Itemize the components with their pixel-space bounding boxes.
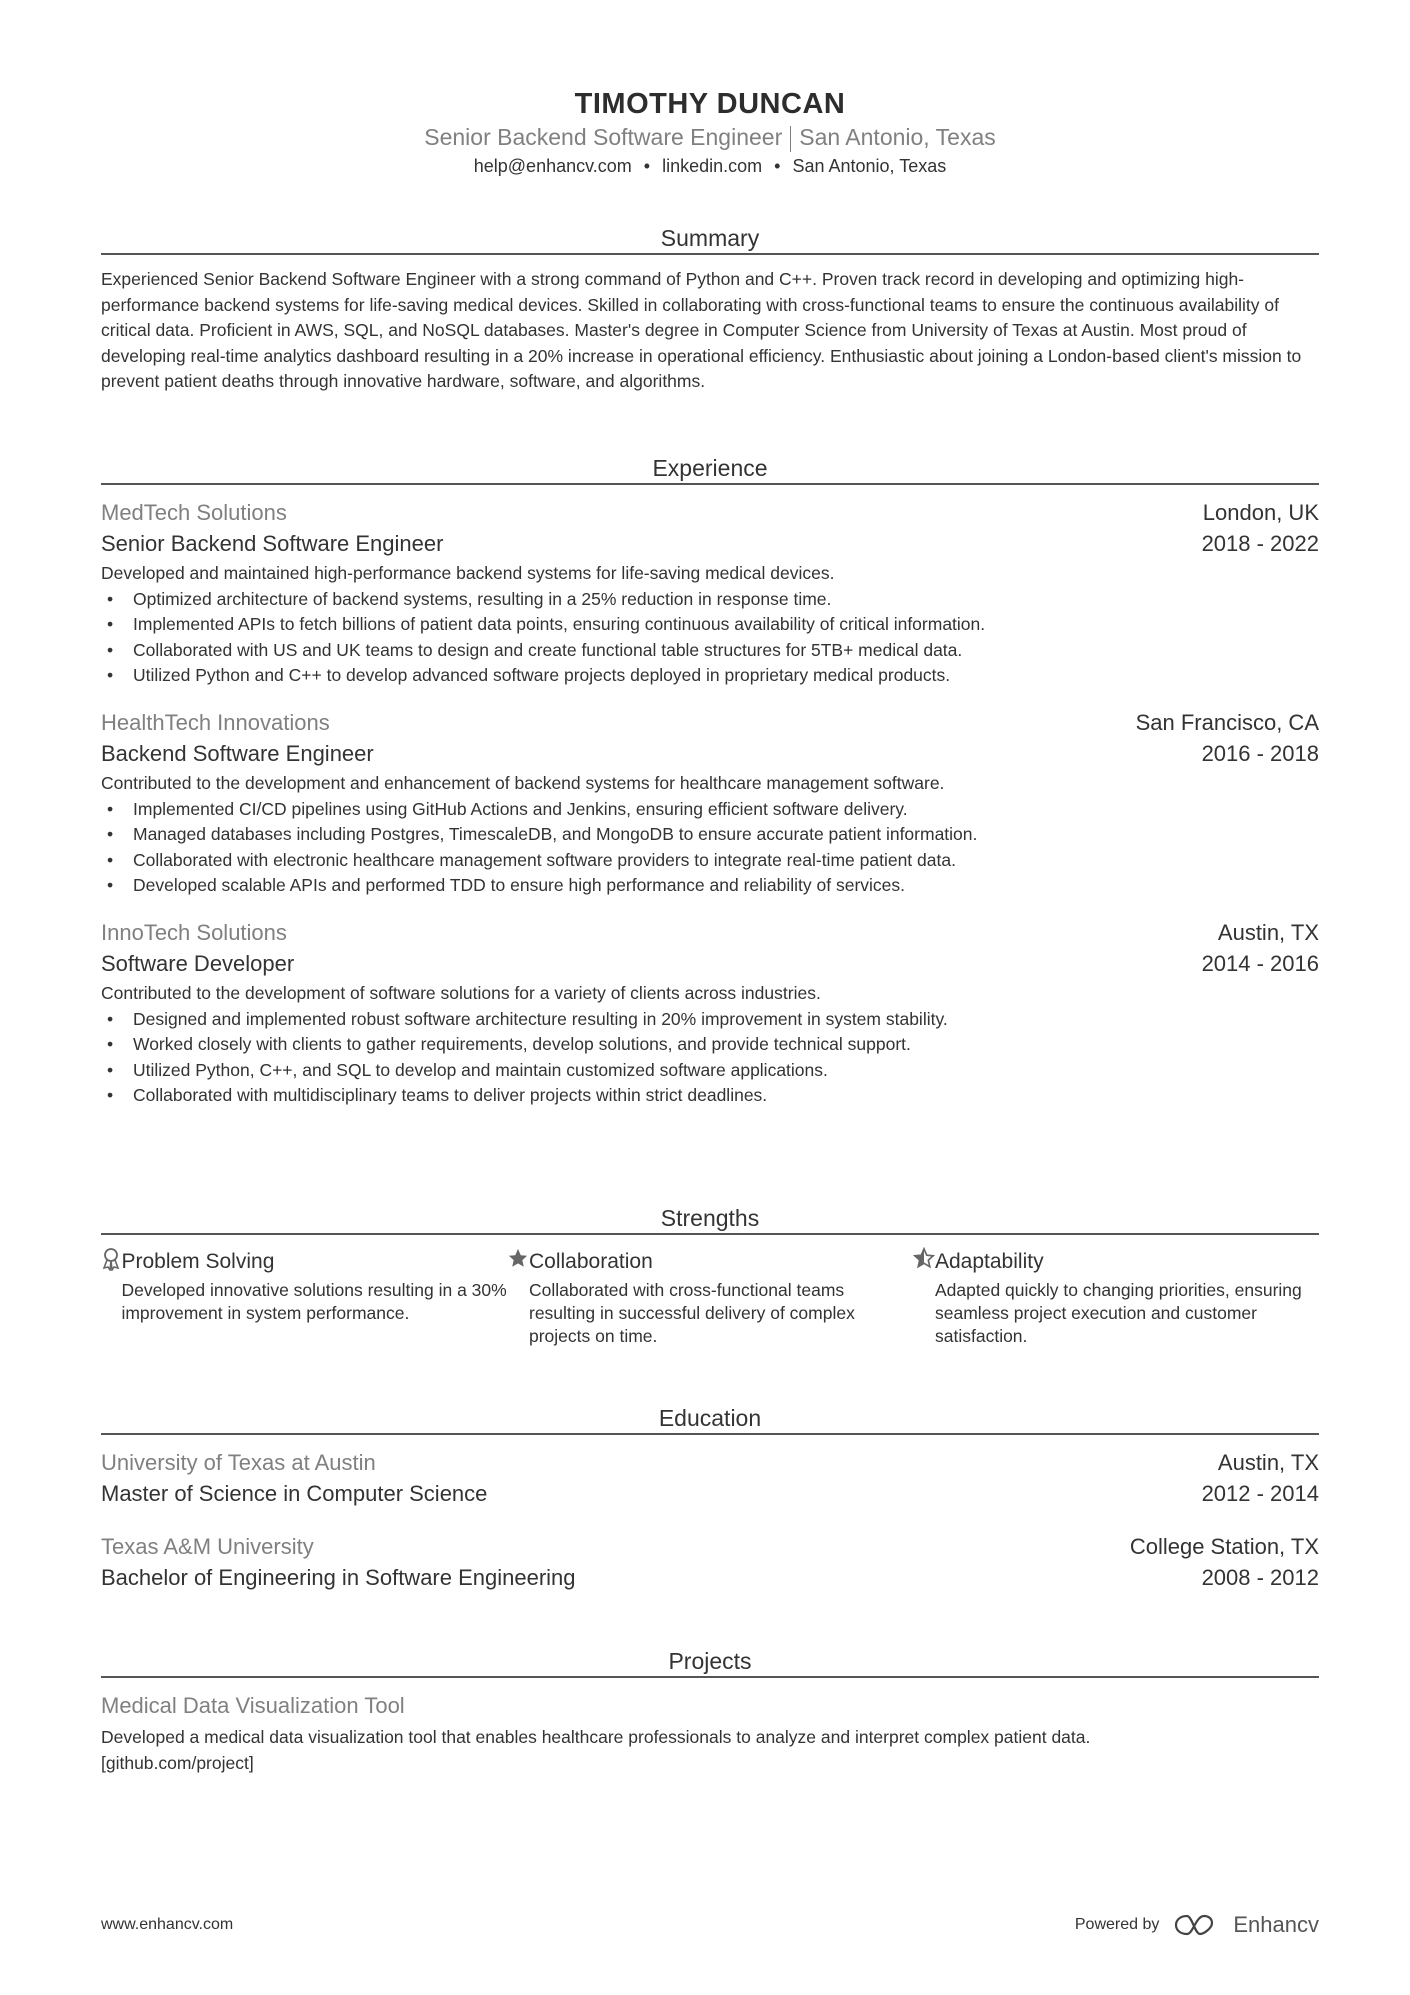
job-subheader: [101, 948, 1319, 979]
job-role: Backend Software Engineer: [101, 740, 374, 766]
job-header: [101, 497, 1319, 528]
job-header: [101, 707, 1319, 738]
education-header: [101, 1447, 1319, 1478]
degree: Master of Science in Computer Science: [101, 1481, 488, 1506]
school-location: Austin, TX: [1217, 1450, 1319, 1475]
award-icon: [101, 1247, 121, 1348]
divider: [790, 126, 791, 152]
education-entry: [101, 1531, 1319, 1593]
summary-section: [101, 222, 1319, 395]
bullet-item: • Worked closely with clients to gather requirements, develop solutions, and provide technical support.: [101, 1032, 1319, 1058]
bullet-item: • Collaborated with US and UK teams to design and create functional table structures for 5TB+ medical data.: [101, 638, 1319, 664]
project-description: Developed a medical data visualization tool that enables healthcare professionals to analyze and interpret complex patient data.: [101, 1727, 1091, 1747]
education-dates: 2008 - 2012: [1201, 1565, 1319, 1590]
half-star-icon: [913, 1247, 935, 1348]
school-location: College Station, TX: [1129, 1534, 1319, 1559]
job-bullets: [101, 797, 1319, 899]
company-name: MedTech Solutions: [101, 500, 287, 525]
education-header: [101, 1531, 1319, 1562]
job-dates: 2014 - 2016: [1201, 950, 1319, 976]
footer: [101, 1912, 1319, 1938]
strength-description: Adapted quickly to changing priorities, ensuring seamless project execution and customer satisfaction.: [935, 1280, 1302, 1346]
website-link[interactable]: www.enhancv.com: [101, 1916, 234, 1933]
bullet-item: • Implemented CI/CD pipelines using GitHub Actions and Jenkins, ensuring efficient software delivery.: [101, 797, 1319, 823]
job-entry: [101, 917, 1319, 1109]
strength-title: Problem Solving: [121, 1250, 275, 1273]
bullet-item: • Utilized Python, C++, and SQL to develop and maintain customized software applications.: [101, 1058, 1319, 1084]
project-title: Medical Data Visualization Tool: [101, 1693, 405, 1718]
linkedin-link[interactable]: linkedin.com: [662, 156, 763, 176]
job-entry: [101, 707, 1319, 899]
bullet-item: • Utilized Python and C++ to develop advanced software projects deployed in proprietary medical products.: [101, 663, 1319, 689]
education-entry: [101, 1447, 1319, 1509]
job-location: Austin, TX: [1217, 919, 1319, 945]
bullet-item: • Collaborated with multidisciplinary teams to deliver projects within strict deadlines.: [101, 1083, 1319, 1109]
strength-item: [507, 1247, 913, 1348]
job-role: Senior Backend Software Engineer: [101, 531, 444, 556]
summary-text: Experienced Senior Backend Software Engineer with a strong command of Python and C++. Proven track record in developing and optimizing high-performance backend systems for life-saving medical devices. Skilled in collaborating with cross-functional teams to ensure the continuous availability of critical data. Proficient in AWS, SQL, and NoSQL databases. Master's degree in Computer Science from University of Texas at Austin. Most proud of developing real-time analytics dashboard resulting in a 20% increase in operational efficiency. Enthusiastic about joining a London-based client's mission to prevent patient deaths through innovative hardware, software, and algorithms.: [101, 269, 1302, 392]
section-heading: Experience: [101, 452, 1319, 485]
enhancv-logo: [1075, 1912, 1319, 1938]
section-heading: Education: [101, 1402, 1319, 1435]
job-description: Contributed to the development of software solutions for a variety of clients across industries.: [101, 982, 821, 1003]
strength-item: [101, 1247, 507, 1348]
job-description: Contributed to the development and enhancement of backend systems for healthcare management software.: [101, 772, 945, 793]
job-bullets: [101, 1007, 1319, 1109]
job-entry: [101, 497, 1319, 689]
school-name: University of Texas at Austin: [101, 1450, 376, 1475]
project-link[interactable]: [github.com/project]: [101, 1752, 254, 1773]
star-icon: [507, 1247, 529, 1348]
strength-description: Collaborated with cross-functional teams resulting in successful delivery of complex projects on time.: [529, 1280, 855, 1346]
strength-content: [935, 1247, 1319, 1348]
strength-content: [121, 1247, 507, 1348]
section-heading: Summary: [101, 222, 1319, 255]
contact-info: help@enhancv.com • linkedin.com • San Antonio, Texas: [473, 156, 947, 176]
job-bullets: [101, 587, 1319, 689]
job-subheader: [101, 738, 1319, 769]
brand-name: Enhancv: [1233, 1912, 1319, 1937]
company-name: HealthTech Innovations: [101, 709, 330, 735]
bullet-item: • Managed databases including Postgres, TimescaleDB, and MongoDB to ensure accurate patient information.: [101, 822, 1319, 848]
powered-by-label: Powered by: [1074, 1916, 1160, 1933]
education-subheader: [101, 1562, 1319, 1593]
bullet-item: • Designed and implemented robust software architecture resulting in 20% improvement in system stability.: [101, 1007, 1319, 1033]
job-header: [101, 917, 1319, 948]
contact-location: San Antonio, Texas: [792, 156, 947, 176]
project-entry: [101, 1690, 1319, 1776]
experience-section: [101, 452, 1319, 1109]
location: San Antonio, Texas: [799, 124, 996, 150]
strength-description: Developed innovative solutions resulting in a 30% improvement in system performance.: [121, 1280, 507, 1323]
bullet-item: • Implemented APIs to fetch billions of patient data points, ensuring continuous availability of critical information.: [101, 612, 1319, 638]
section-heading: Projects: [101, 1645, 1319, 1678]
company-name: InnoTech Solutions: [101, 919, 287, 945]
job-location: San Francisco, CA: [1135, 709, 1319, 735]
bullet-item: • Developed scalable APIs and performed TDD to ensure high performance and reliability of services.: [101, 873, 1319, 899]
email-link[interactable]: help@enhancv.com: [473, 156, 632, 176]
education-section: [101, 1402, 1319, 1593]
section-heading: Strengths: [101, 1202, 1319, 1235]
strength-item: [913, 1247, 1319, 1348]
projects-section: [101, 1645, 1319, 1776]
strength-title: Adaptability: [935, 1250, 1044, 1273]
strength-content: [529, 1247, 913, 1348]
job-description: Developed and maintained high-performance backend systems for life-saving medical devices.: [101, 563, 835, 583]
job-location: London, UK: [1202, 500, 1319, 525]
bullet-item: • Collaborated with electronic healthcare management software providers to integrate real-time patient data.: [101, 848, 1319, 874]
education-subheader: [101, 1478, 1319, 1509]
enhancv-logo-icon: [1173, 1913, 1219, 1937]
job-dates: 2018 - 2022: [1201, 531, 1319, 556]
headline: [101, 124, 1319, 152]
candidate-name: TIMOTHY DUNCAN: [574, 88, 846, 120]
job-role: Software Developer: [101, 950, 295, 976]
education-dates: 2012 - 2014: [1201, 1481, 1319, 1506]
strength-title: Collaboration: [529, 1250, 653, 1273]
bullet-item: • Optimized architecture of backend systems, resulting in a 25% reduction in response time.: [101, 587, 1319, 613]
job-title: Senior Backend Software Engineer: [424, 124, 783, 150]
job-dates: 2016 - 2018: [1201, 740, 1319, 766]
degree: Bachelor of Engineering in Software Engineering: [101, 1565, 576, 1590]
job-subheader: [101, 528, 1319, 559]
school-name: Texas A&M University: [101, 1534, 314, 1559]
strengths-section: [101, 1202, 1319, 1348]
